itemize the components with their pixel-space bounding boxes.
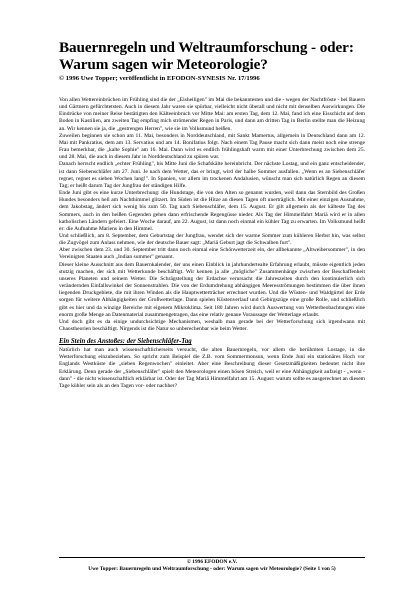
section-heading: Ein Stein des Anstoßes: der Siebenschläfer-Tag bbox=[59, 338, 192, 346]
article-body bbox=[59, 97, 365, 390]
paragraph-altweibersommer: Aber zwischen dem 23. und 30. September tritt dann noch einmal eine Schönwetterzeit ein, der allbekannte „Altweibersommer", in den Vereinigten Staaten auch „Indian summer" genannt. bbox=[59, 247, 365, 261]
paragraph-eisheiligen: Von allen Wettereinbrüchen im Frühling sind die der „Eisheiligen" im Mai die bekanntesten und die - wegen der Nachtfröste - bei Bauern und Gärtnern gefürchtetsten. Auch in diesem Jahr waren sie spürbar, vielleicht nicht überall und nicht mit denselben Auswirkungen. Die Eindrücke von meiner Reise bestätigten den Kälteeinbruch vor Mitte Mai: am ersten Tag, dem 12. Mai, fand ich eine Eisschicht auf dem Boden in Kastilien, am zweiten Tag empfing mich strömender Regen in Paris, und dann am dritten Tag in Berlin stellte man die Heizung an. Wir kennen sie ja, die „gestrengen Herren", wie sie im Volksmund heißen. bbox=[59, 97, 365, 132]
paragraph-siebenschlaefer: Natürlich hat man auch wissenschaftlicherseits versucht, die alten Bauernregeln, vor allem die berühmten Lostage, in die Wetterforschung einzubeziehen. So spricht zum Beispiel die Z.B. vom Sommermonsun, wenn Ende Juni ein stationäres Hoch vor Englands Westküste die „sieben Regenwochen" einleitet. Aber eine Beschreibung dieser Gesetzmäßigkeiten bedeutet nicht ihre Erklärung. Denn gerade der „Siebenschläfer" spielt den Meteorologen einen bösen Streich, weil er eine Abhängigkeit aufzeigt - „wenn - dann" - die nicht wissenschaftlich erklärbar ist. Oder der Tag Mariä Himmelfahrt am 15. August: warum sollte es ausgerechnet an diesem Tage kühler sein als an den Tagen vor- oder nachher? bbox=[59, 347, 365, 389]
paragraph-hundstage: Ende Juni gibt es eine kurze Unterbrechung: die Hundstage, die von den Alten so genannt wurden, weil dann das Sternbild des Großen Hundes besonders hell am Nachthimmel glitzert. Im Süden ist die Hitze an diesen Tagen oft unerträglich. Mit einer einzigen Ausnahme, dem Jakobstag, ändert sich wenig bis zum 50. Tag nach Siebenschläfer, dem 15. August. Er gilt allgemein als der kälteste Tag des Sommers, auch in den heißen Gegenden gehen dann erfrischende Regengüsse nieder. Als Tag der Himmelfahrt Mariä wird er in allen katholischen Ländern gefeiert. Eine Woche darauf, am 22. August, ist dann noch einmal ein kühler Tag zu erwarten. Im Volksmund heißt er: die Aufnahme Mariens in den Himmel. bbox=[59, 190, 365, 232]
paragraph-mamertus: Zuweilen beginnen sie schon am 11. Mai, besonders in Norddeutschland, mit Sankt Mamertus, allgemein in Deutschland dann am 12. Mai mit Pankratius, dem am 13. Servatius und am 14. Bonifatius folgt. Nach einem Tag Pause macht sich dann meist noch eine strenge Frau bemerkbar, die „kalte Sophie" am 16. Mai. Dann wird es endlich frühlingshaft warm mit einer Unterbrechung zwischen dem 25. und 28. Mai, die auch in diesem Jahr in Norddeutschland zu spüren war. bbox=[59, 132, 365, 161]
paragraph-bauernkalender: Dieser kleine Ausschnitt aus dem Bauernkalender, der uns einen Einblick in jahrhundertealte Erfahrung erlaubt, müsste eigentlich jeden stutzig machen, der sich mit Wetterkunde beschäftigt. Wir kennen ja alle „mögliche" Zusammenhänge zwischen der Beschaffenheit unseres Planeten und seinem Wetter. Die Schrägstellung der Erdachse verursacht die Jahreszeiten durch den kontinuierlich sich verändernden Einfallswinkel der Sonnenstrahlen. Die von der Erdumdrehung abhängigen Meeresströmungen bestimmen die über ihnen liegenden Druckgebiete, die mit ihren Winden als die Hauptwetterträcher errechnet wurden. Und die Wüsten- und Waldgürtel der Erde sorgen für weitere Abhängigkeiten der Großwetterlage. Dann spielen Küstenverlauf und Gebirgszüge eine große Rolle, und schließlich gibt es hier und da winzige Bereiche mit eigenem Mikroklima. Seit 180 Jahren wird durch Auswertung von Wetterbeobachtungen eine enorm große Menge an Datenmaterial zusammengetragen, das eine relativ genaue Voraussage der Wetterlage erlaubt. bbox=[59, 261, 365, 318]
footer-divider bbox=[59, 557, 365, 558]
page-footer bbox=[59, 557, 365, 573]
paragraph-chaostheorien: Und doch gibt es da einige undurchsichtige Mechanismen, weshalb man gerade bei der Wetterforschung sich irgendwann mit Chaostheorien beschäftigt. Nirgends ist die Natur so unberechenbar wie beim Wetter. bbox=[59, 318, 365, 332]
document-byline: © 1996 Uwe Topper; veröffentlicht in EFODON-SYNESIS Nr. 17/1996 bbox=[59, 75, 260, 82]
footer-reference: Uwe Topper: Bauernregeln und Weltraumforschung - oder: Warum sagen wir Meteorologie? (Seite 1 von 5) bbox=[88, 566, 336, 572]
paragraph-fruehling: Danach herrscht endlich „echter Frühling", bis Mitte Juni die Schafskälte hereinbricht. Der nächste Lostag, und ein ganz entscheidender, ist dann Siebenschläfer am 27. Juni. Je nach dem Wetter, das er bringt, wird der halbe Sommer ausfallen. „Wenn es an Siebenschläfer regnet, regnet es sieben Wochen lang!". In Spanien, vor allem im trockenen Andalusien, wünscht man sich natürlich Regen an diesem Tag; er heißt darum Tag der Jungfrau der ständigen Hilfe. bbox=[59, 161, 365, 189]
document-title: Bauernregeln und Weltraumforschung - oder: Warum sagen wir Meteorologie? bbox=[59, 39, 354, 73]
footer-copyright: © 1996 EFODON e.V. bbox=[186, 559, 238, 565]
paragraph-september: Und schließlich, am 8. September, dem Geburtstag der Jungfrau, wendet sich der warme Sommer zum kühleren Herbst hin, was selbst die Zugvögel zum Anlass nehmen, wie der deutsche Bauer sagt: „Mariä Geburt jagt die Schwalben furt". bbox=[59, 232, 365, 247]
